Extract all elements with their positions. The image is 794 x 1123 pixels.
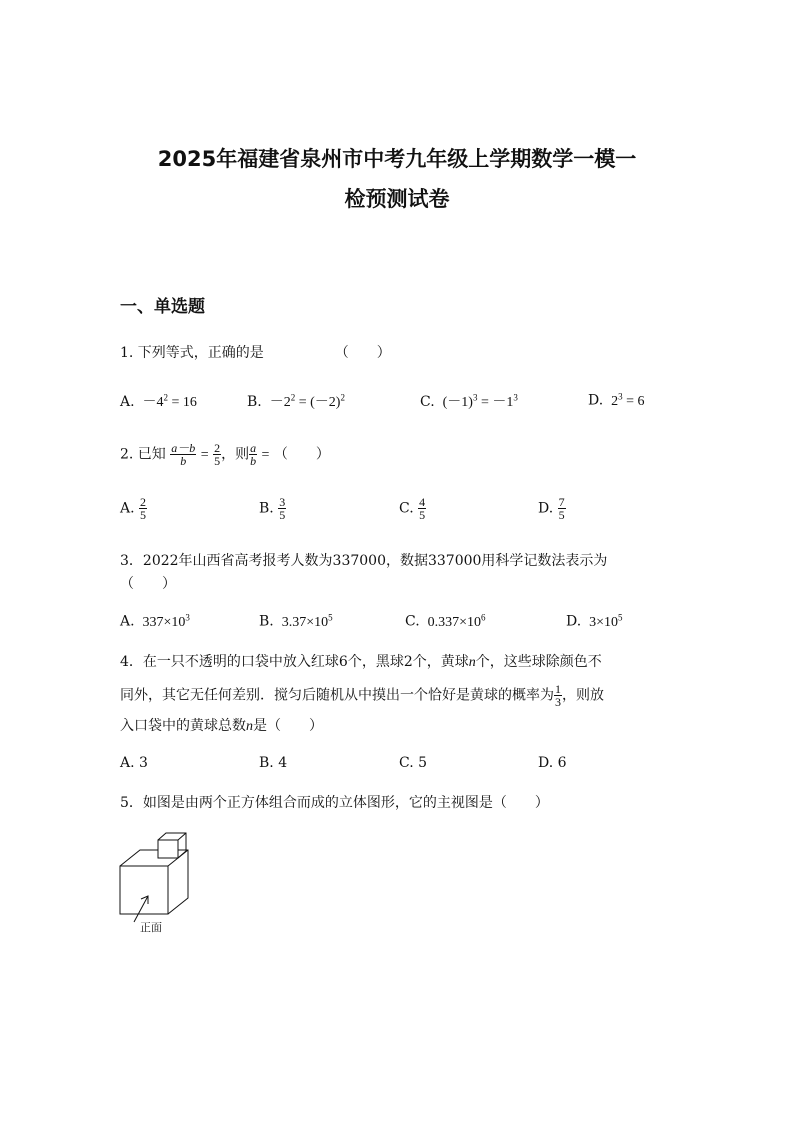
q1-option-c[interactable]: C. $(-1)^3 = -1^3$	[420, 392, 518, 410]
q1-option-b[interactable]: B. $-2^2 = (-2)^2$	[247, 392, 345, 410]
q3-option-c[interactable]: C. $0.337\times 10^6$	[405, 612, 486, 630]
q2-ask-fraction: $\frac{a}{b}$	[250, 441, 257, 468]
question-1-answer-paren: （ ）	[334, 345, 391, 361]
page-title-line2: 检预测试卷	[344, 187, 450, 211]
q1-option-a[interactable]: A. $-4^2 = 16$	[120, 392, 197, 410]
q1-option-d[interactable]: D. $2^3 = 6$	[588, 391, 645, 409]
question-4-line2: 同外，其它无任何差别．搅匀后随机从中摸出一个恰好是黄球的概率为 $\frac{1}{3}$ ，则放	[120, 682, 604, 709]
question-2-answer-paren: （ ）	[273, 446, 330, 463]
question-4-line1: 4．在一只不透明的口袋中放入红球6个，黑球2个，黄球n个，这些球除颜色不	[120, 654, 602, 670]
question-5-stem: 5．如图是由两个正方体组合而成的立体图形，它的主视图是（ ）	[120, 795, 549, 811]
q2-option-b[interactable]: B. $\frac{3}{5}$	[259, 495, 286, 522]
q2-option-d[interactable]: D. $\frac{7}{5}$	[538, 495, 565, 522]
q2-option-c[interactable]: C. $\frac{4}{5}$	[399, 495, 426, 522]
question-2-stem: 2. 已知 $\frac{a-b}{b}$ = $\frac{2}{5}$ ，则 $\frac{a}{b}$ = （ ）	[120, 441, 330, 468]
front-arrow	[134, 896, 148, 922]
page-title-line1: 2025年福建省泉州市中考九年级上学期数学一模一	[157, 147, 637, 171]
q2-option-a[interactable]: A. $\frac{2}{5}$	[120, 495, 147, 522]
q2-condition-value: $\frac{2}{5}$	[214, 441, 221, 468]
q3-option-a[interactable]: A. $337\times 10^3$	[120, 612, 190, 630]
q3-option-b[interactable]: B. $3.37\times 10^5$	[259, 612, 333, 630]
question-3-line1: 3．2022年山西省高考报考人数为337000，数据337000用科学记数法表示为	[120, 553, 608, 569]
q4-option-a[interactable]: A. 3	[120, 755, 148, 771]
question-3-line2: （ ）	[120, 576, 176, 592]
figure-label-front: 正面	[140, 922, 162, 934]
big-cube-right	[168, 850, 188, 914]
question-4-line3: 入口袋中的黄球总数n是（ ）	[120, 718, 323, 734]
small-cube-front	[158, 840, 178, 858]
big-cube-front	[120, 866, 168, 914]
q4-option-d[interactable]: D. 6	[538, 755, 567, 771]
q4-option-c[interactable]: C. 5	[399, 755, 428, 771]
section-heading: 一、单选题	[120, 297, 205, 317]
big-cube-top-left	[120, 850, 158, 866]
q3-option-d[interactable]: D. $3\times 10^5$	[566, 612, 623, 630]
q4-option-b[interactable]: B. 4	[259, 755, 288, 771]
q4-probability-fraction: $\frac{1}{3}$	[555, 682, 561, 709]
question-1-stem	[120, 342, 391, 362]
cube-figure	[118, 830, 218, 936]
q2-condition-fraction: $\frac{a-b}{b}$	[171, 441, 196, 468]
question-1-text: 1. 下列等式，正确的是	[120, 345, 264, 361]
